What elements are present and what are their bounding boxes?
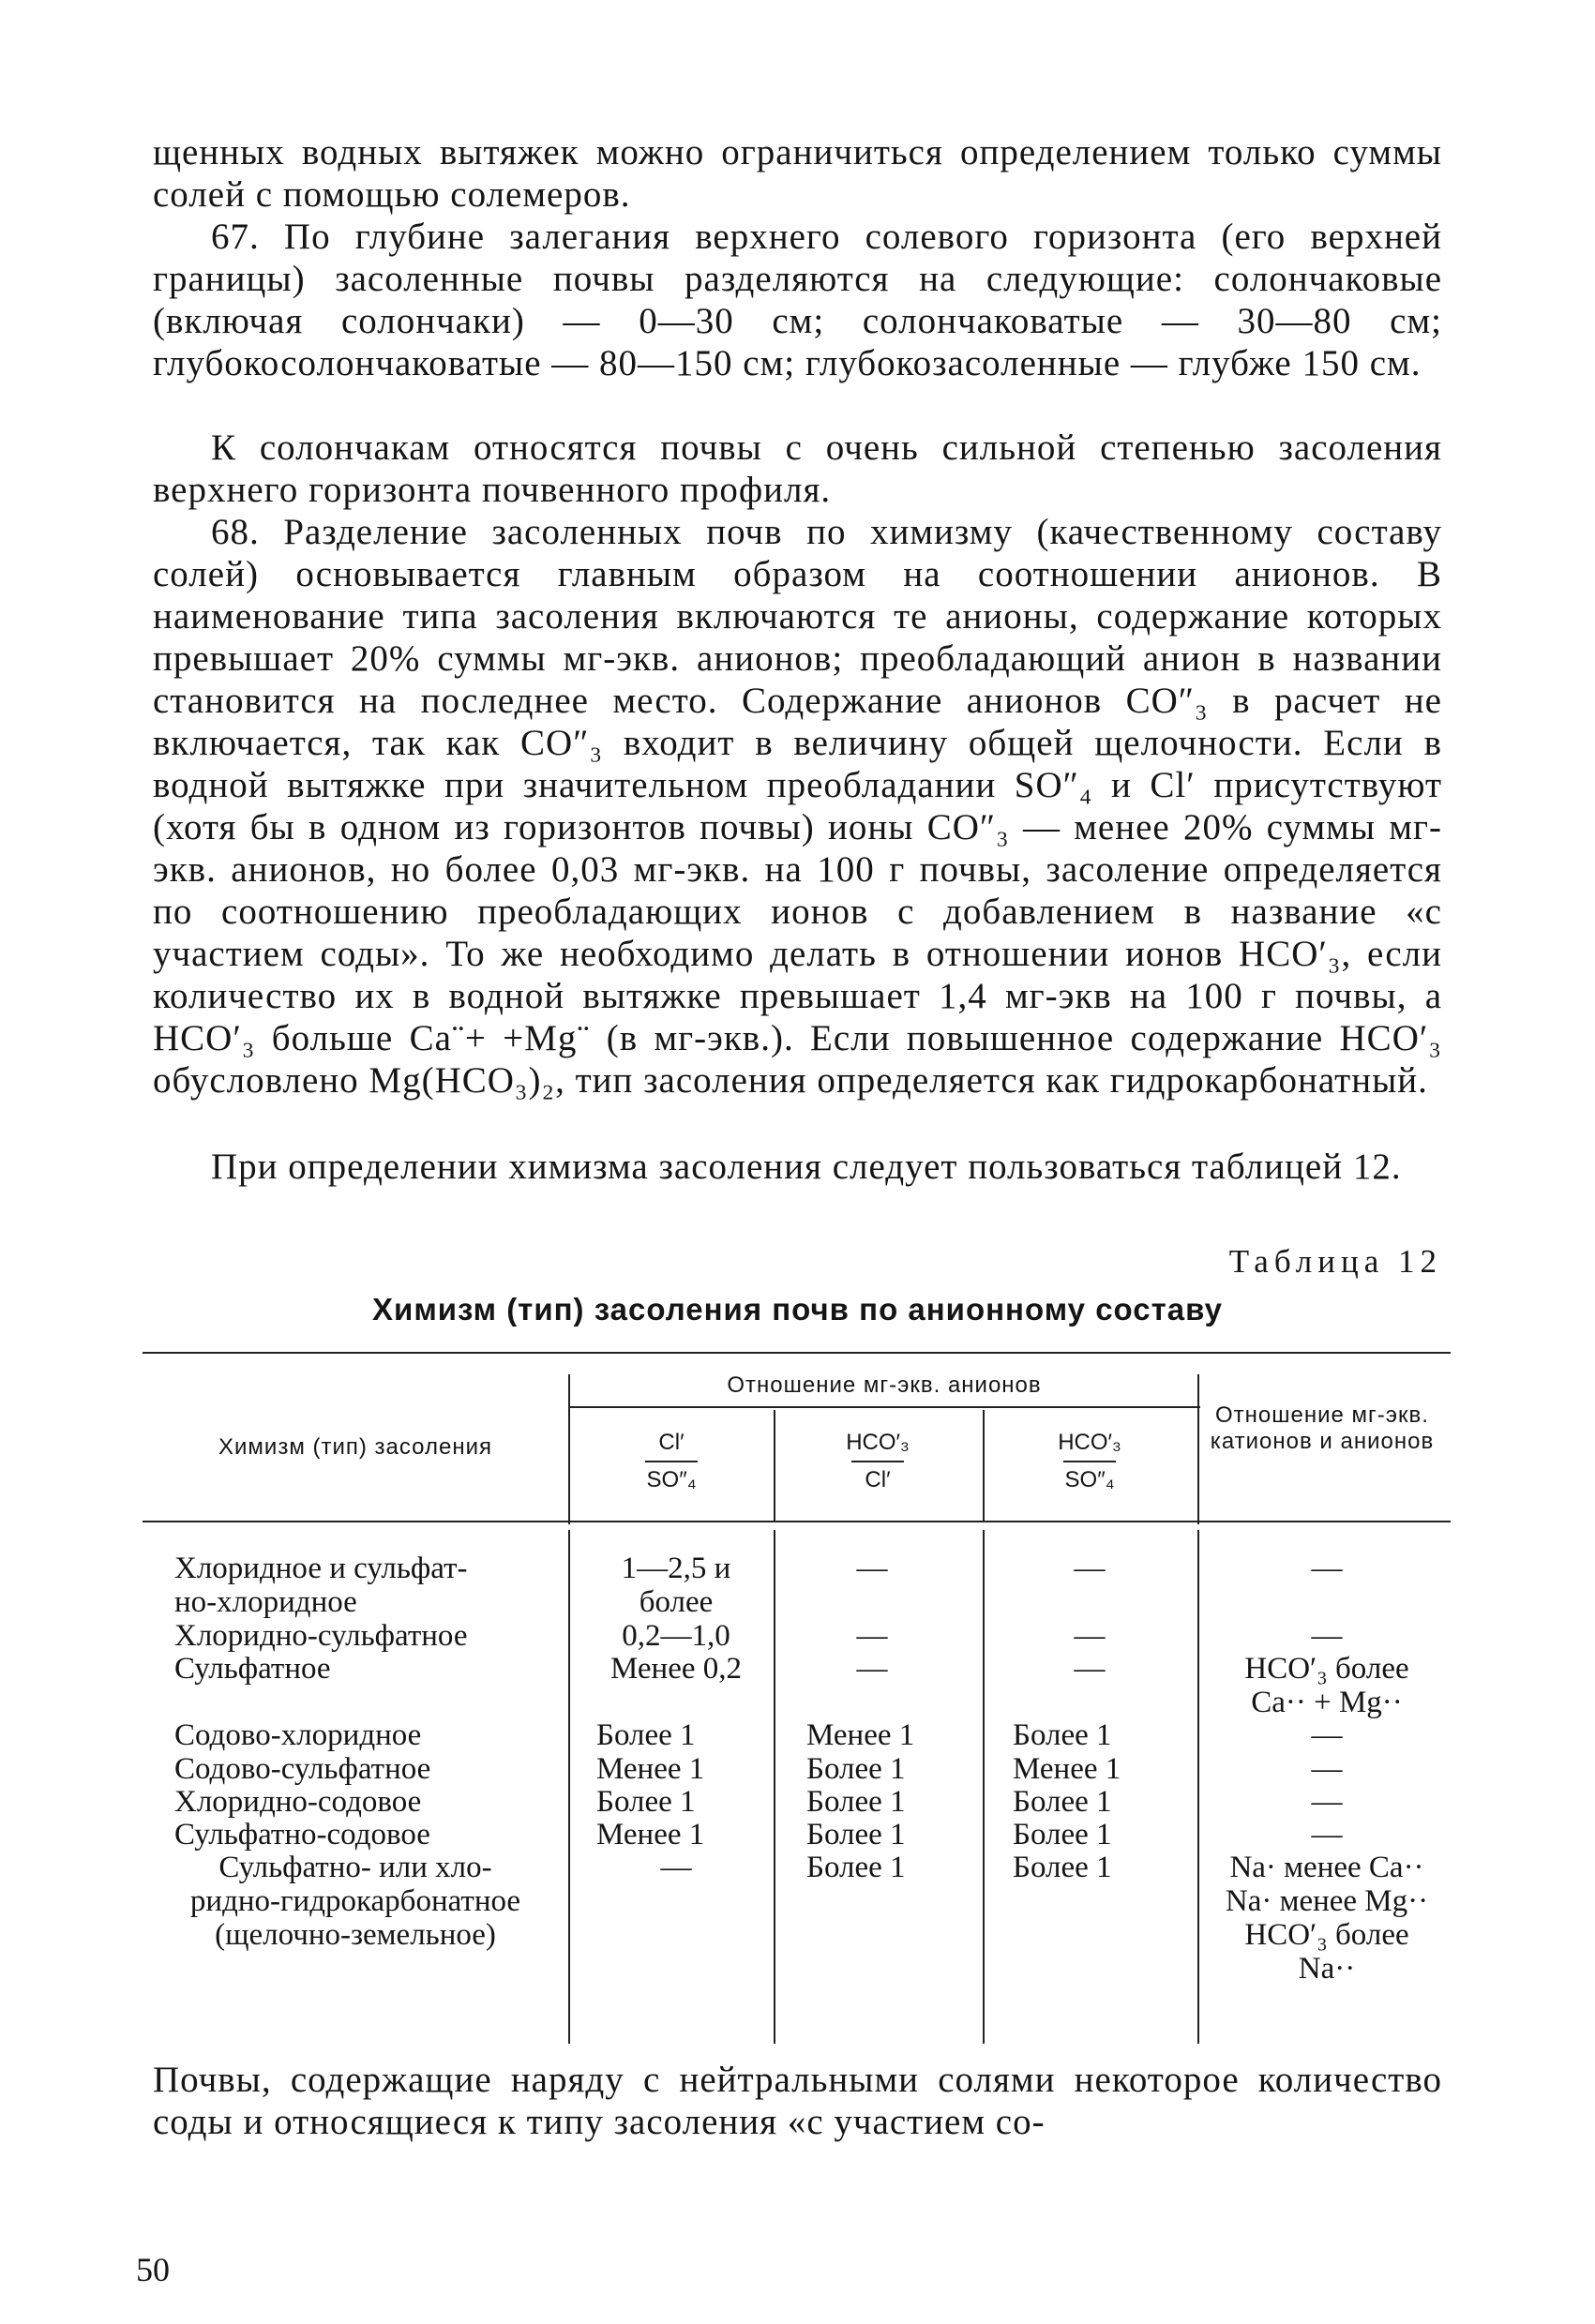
body-divider-1 — [568, 1530, 570, 2044]
table-row-type: Содово-хлоридное — [174, 1718, 422, 1752]
table-cell-r1: Менее 0,2 — [609, 1652, 742, 1686]
page-number: 50 — [136, 2251, 170, 2288]
table-cell-r1: — — [660, 1851, 692, 1884]
table-cell-r3: Более 1 — [1013, 1851, 1112, 1884]
table-cell-r3: — — [1074, 1619, 1106, 1653]
table-title: Химизм (тип) засоления почв по анионному составу — [372, 1292, 1223, 1327]
table-cell-cation: — — [1311, 1552, 1343, 1585]
table-cell-r3: — — [1074, 1552, 1106, 1585]
table-cell-r2: Более 1 — [806, 1752, 906, 1786]
table-cell-r2: — — [856, 1619, 888, 1653]
table-row-type: Сульфатно- или хло- ридно-гидрокарбонатное (щелочно-земельное) — [189, 1851, 521, 1952]
body-divider-4 — [1197, 1530, 1199, 2044]
table-cell-cation: — — [1311, 1785, 1343, 1819]
ratio-hco3-so4: HCO′₃ SO″₄ — [1058, 1430, 1121, 1492]
header-cation: Отношение мг-экв. катионов и анионов — [1210, 1402, 1435, 1454]
table-cell-r1: Менее 1 — [596, 1818, 705, 1852]
header-anion-group: Отношение мг-экв. анионов — [727, 1372, 1042, 1398]
table-cell-r2: Менее 1 — [806, 1718, 915, 1752]
table-cell-r3: Более 1 — [1013, 1785, 1112, 1819]
table-row-type: Содово-сульфатное — [174, 1752, 431, 1786]
table-cell-r2: Более 1 — [806, 1818, 906, 1852]
table-cell-r2: Более 1 — [806, 1785, 906, 1819]
table-cell-cation: — — [1311, 1818, 1343, 1852]
paragraph-68: 68. Разделение засоленных почв по химизму (качественному составу солей) основывается главным образом на соотношении анионов. В наименование типа засоления включаются те анионы, содержание которых превышает 20% суммы мг-экв. анионов; преобладающий анион в названии становится на последнее место. Содержание анионов CO″₃ в расчет не включается, так как CO″₃ входит в величину общей щелочности. Если в водной вытяжке при значительном преобладании SO″₄ и Cl′ присутствуют (хотя бы в одном из горизонтов почвы) ионы CO″₃ — менее 20% суммы мг-экв. анионов, но более 0,03 мг-экв. на 100 г почвы, засоление определяется по соотношению преобладающих ионов с добавлением в название «с участием соды». То же необходимо делать в отношении ионов HCO′₃, если количество их в водной вытяжке превышает 1,4 мг-экв на 100 г почвы, а HCO′₃ больше Ca¨+ +Mg¨ (в мг-экв.). Если повышенное содержание HCO′₃ обусловлено Mg(HCO₃)₂, тип засоления определяется как гидрокарбонатный. — [153, 512, 1442, 1101]
paragraph-table-ref: При определении химизма засоления следует пользоваться таблицей 12. — [211, 1147, 1402, 1187]
header-divider-3 — [983, 1410, 985, 1521]
header-divider-2 — [774, 1410, 775, 1521]
table-cell-r1: 0,2—1,0 — [622, 1619, 730, 1653]
table-cell-r1: Менее 1 — [596, 1752, 705, 1786]
table-number: Таблица 12 — [1228, 1243, 1442, 1280]
table-cell-r2: — — [856, 1552, 888, 1585]
paragraph-solonchak: К солончакам относятся почвы с очень сильной степенью засоления верхнего горизонта почвенного профиля. — [153, 427, 1442, 510]
table-cell-cation: HCO′₃ более Ca·· + Mg·· — [1244, 1652, 1409, 1719]
paragraph-67: 67. По глубине залегания верхнего солевого горизонта (его верхней границы) засоленные почвы разделяются на следующие: солончаковые (включая солончаки) — 0—30 см; солончаковатые — 30—80 см; глубокосолончаковатые — 80—150 см; глубокозасоленные — глубже 150 см. — [153, 217, 1442, 383]
body-divider-3 — [983, 1530, 985, 2044]
table-row-type: Хлоридно-содовое — [174, 1785, 422, 1819]
table-row-type: Сульфатное — [174, 1652, 331, 1686]
table-cell-r3: Более 1 — [1013, 1818, 1112, 1852]
header-bottom-rule — [143, 1521, 1451, 1522]
table-top-rule — [143, 1352, 1451, 1354]
table-cell-r3: — — [1074, 1652, 1106, 1686]
paragraph-after-table: Почвы, содержащие наряду с нейтральными солями некоторое количество соды и относящиеся к типу засоления «с участием со- — [153, 2060, 1442, 2142]
table-row-type: Хлоридно-сульфатное — [174, 1619, 468, 1653]
table-cell-r2: — — [856, 1652, 888, 1686]
header-type: Химизм (тип) засоления — [218, 1434, 492, 1460]
table-cell-cation: — — [1311, 1752, 1343, 1786]
ratio-hco3-cl: HCO′₃ Cl′ — [846, 1430, 910, 1492]
table-row-type: Хлоридное и сульфат- но-хлоридное — [174, 1552, 468, 1619]
table-cell-r2: Более 1 — [806, 1851, 906, 1884]
table-cell-r3: Более 1 — [1013, 1718, 1112, 1752]
table-cell-cation: Na· менее Ca·· Na· менее Mg·· HCO′₃ более Na·· — [1225, 1851, 1429, 1986]
table-cell-cation: — — [1311, 1619, 1343, 1653]
ratio-cl-so4: Cl′ SO″₄ — [646, 1430, 697, 1492]
anion-group-rule — [570, 1406, 1200, 1408]
table-cell-r3: Менее 1 — [1013, 1752, 1121, 1786]
table-cell-r1: Более 1 — [596, 1785, 696, 1819]
body-divider-2 — [774, 1530, 775, 2044]
table-cell-cation: — — [1311, 1718, 1343, 1752]
table-cell-r1: Более 1 — [596, 1718, 696, 1752]
table-cell-r1: 1—2,5 и более — [621, 1552, 731, 1619]
table-row-type: Сульфатно-содовое — [174, 1818, 430, 1852]
paragraph-continuation: щенных водных вытяжек можно ограничиться определением только суммы солей с помощью солемеров. — [153, 132, 1442, 215]
